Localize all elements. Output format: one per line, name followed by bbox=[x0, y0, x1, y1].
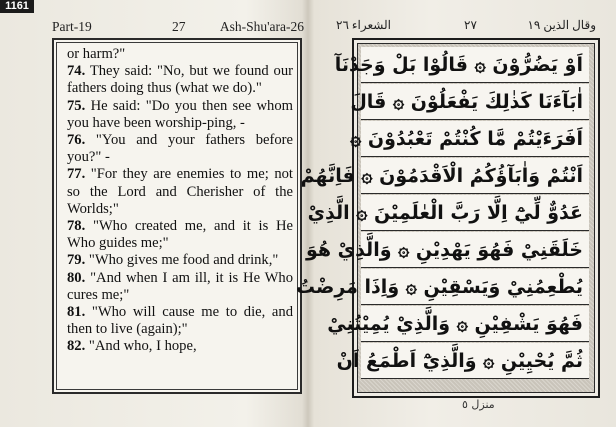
verse-number: 81. bbox=[67, 304, 86, 321]
verse-text: "Who created me, and it is He Who guides me;" bbox=[67, 218, 293, 252]
verse-text: "You and your fathers before you?" - bbox=[67, 132, 293, 166]
manzil-marker: منزل ٥ bbox=[462, 398, 495, 411]
arabic-line: اٰبَآءَنَا كَذٰلِكَ يَفْعَلُوْنَ ۞ قَالَ bbox=[361, 84, 589, 120]
verse-number: 80. bbox=[67, 269, 86, 286]
verse-text: "And when I am ill, it is He Who cures me;" bbox=[67, 269, 293, 303]
verse bbox=[67, 132, 293, 166]
verse-number: 82. bbox=[67, 338, 86, 355]
arabic-text bbox=[295, 47, 589, 380]
juz-name-arabic: وقال الذين ١٩ bbox=[527, 18, 596, 32]
verse bbox=[67, 252, 293, 269]
verse bbox=[67, 166, 293, 218]
verse-text: "Who gives me food and drink," bbox=[85, 252, 279, 269]
verse-number: 77. bbox=[67, 166, 86, 183]
verse bbox=[67, 338, 293, 355]
verse bbox=[67, 46, 293, 63]
verse-text: He said: "Do you then see whom you have been worship-ping, - bbox=[67, 97, 293, 131]
right-page-header bbox=[336, 16, 596, 34]
verse-text: "For they are enemies to me; not so the Lord and Cherisher of the Worlds;" bbox=[67, 166, 293, 217]
verse-number: 79. bbox=[67, 252, 86, 269]
arabic-line: اَنْتُمْ وَاٰبَآؤُكُمُ الْاَقْدَمُوْنَ ۞ فَاِنَّهُمْ bbox=[361, 158, 589, 194]
part-label: Part-19 bbox=[52, 19, 92, 34]
arabic-line: عَدُوٌّ لِّيْٓ اِلَّا رَبَّ الْعٰلَمِيْنَ ۞ الَّذِيْ bbox=[361, 195, 589, 231]
page-number: 27 bbox=[172, 19, 186, 34]
verse bbox=[67, 304, 293, 338]
arabic-line: يُطْعِمُنِيْ وَيَسْقِيْنِ ۞ وَاِذَا مَرِضْتُ bbox=[361, 269, 589, 305]
arabic-line: اَفَرَءَيْتُمْ مَّا كُنْتُمْ تَعْبُدُوْنَ ۞ bbox=[361, 121, 589, 157]
verse-text: They said: "No, but we found our fathers doing thus (what we do)." bbox=[67, 63, 293, 97]
arabic-line: ثُمَّ يُحْيِيْنِ ۞ وَالَّذِيْٓ اَطْمَعُ اَنْ bbox=[361, 343, 589, 379]
arabic-line: اَوْ يَضُرُّوْنَ ۞ قَالُوْا بَلْ وَجَدْنَآ bbox=[361, 47, 589, 83]
verse-number: 78. bbox=[67, 218, 86, 235]
verse bbox=[67, 98, 293, 132]
verse bbox=[67, 218, 293, 252]
surah-label: Ash-Shu'ara-26 bbox=[219, 19, 304, 34]
surah-name-arabic: الشعراء ٢٦ bbox=[336, 18, 391, 32]
arabic-line: خَلَقَنِيْ فَهُوَ يَهْدِيْنِ ۞ وَالَّذِيْ هُوَ bbox=[361, 232, 589, 268]
verse bbox=[67, 270, 293, 304]
verse-number: 75. bbox=[67, 97, 86, 114]
left-page-header bbox=[52, 16, 304, 36]
verse-number: 74. bbox=[67, 63, 86, 80]
arabic-line: فَهُوَ يَشْفِيْنِ ۞ وَالَّذِيْ يُمِيْتُنِيْ bbox=[361, 306, 589, 342]
translation-text bbox=[67, 46, 293, 356]
verse bbox=[67, 63, 293, 97]
verse-text: "And who, I hope, bbox=[85, 338, 197, 355]
verse-text: or harm?" bbox=[67, 46, 126, 62]
verse-text: "Who will cause me to die, and then to live (again);" bbox=[67, 304, 293, 338]
page-number-arabic: ٢٧ bbox=[464, 18, 477, 32]
page-counter-badge: 1161 bbox=[0, 0, 34, 13]
verse-number: 76. bbox=[67, 132, 86, 149]
